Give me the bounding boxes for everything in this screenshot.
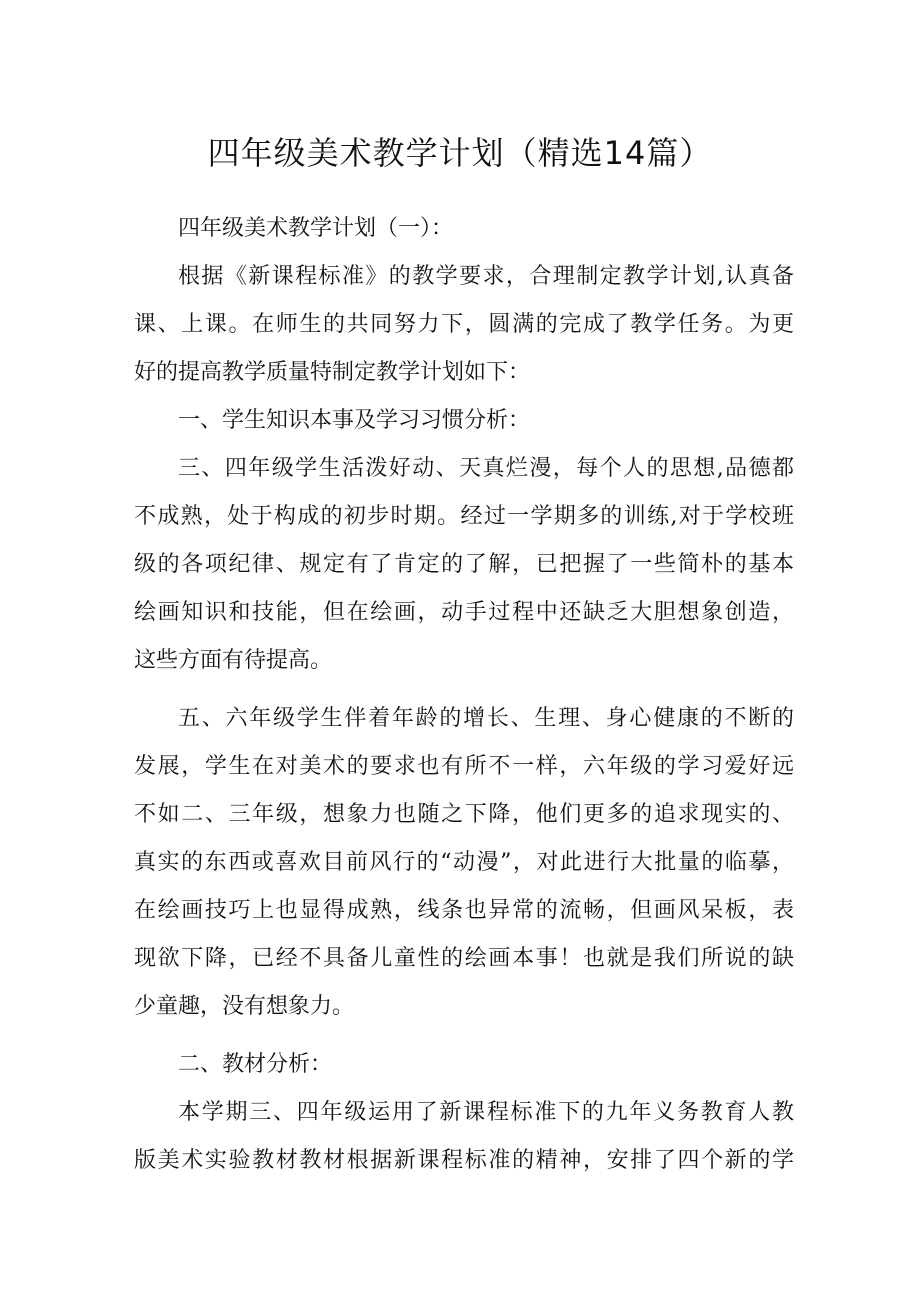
paragraph-line: 五、六年级学生伴着年龄的增长、生理、身心健康的不断的 [178, 706, 794, 731]
document-body [134, 205, 794, 1185]
paragraph-line: 根据《新课程标准》的教学要求，合理制定教学计划,认真备 [178, 264, 794, 289]
paragraph-grade-three-four [134, 445, 794, 685]
paragraph-line: 少童趣，没有想象力。 [134, 994, 355, 1019]
paragraph-line: 现欲下降，已经不具备儿童性的绘画本事！也就是我们所说的缺 [134, 946, 794, 971]
paragraph-line: 课、上课。在师生的共同努力下，圆满的完成了教学任务。为更 [134, 312, 794, 337]
paragraph-line: 不如二、三年级，想象力也随之下降，他们更多的追求现实的、 [134, 802, 794, 827]
document-title: 四年级美术教学计划（精选14篇） [207, 134, 713, 172]
paragraph-line: 三、四年级学生活泼好动、天真烂漫，每个人的思想,品德都 [178, 456, 794, 481]
paragraph-line: 真实的东西或喜欢目前风行的“动漫”，对此进行大批量的临摹， [134, 850, 794, 875]
paragraph-line: 级的各项纪律、规定有了肯定的了解，已把握了一些简朴的基本 [134, 552, 794, 577]
paragraph-line: 不成熟，处于构成的初步时期。经过一学期多的训练,对于学校班 [134, 504, 794, 529]
paragraph-gap [134, 1031, 794, 1041]
paragraph-line: 发展，学生在对美术的要求也有所不一样，六年级的学习爱好远 [134, 754, 794, 779]
paragraph-line: 好的提高教学质量特制定教学计划如下： [134, 360, 531, 385]
paragraph-grade-five-six [134, 695, 794, 1031]
paragraph-line: 本学期三、四年级运用了新课程标准下的九年义务教育人教 [178, 1100, 794, 1125]
paragraph-intro [134, 253, 794, 397]
paragraph-line: 四年级美术教学计划（一）： [178, 216, 454, 241]
paragraph-line: 版美术实验教材教材根据新课程标准的精神，安排了四个新的学 [134, 1148, 794, 1173]
section-heading-student-analysis [134, 397, 794, 445]
paragraph-line: 绘画知识和技能，但在绘画，动手过程中还缺乏大胆想象创造， [134, 600, 794, 625]
paragraph-heading-plan-one [134, 205, 794, 253]
paragraph-textbook [134, 1089, 794, 1185]
paragraph-line: 一、学生知识本事及学习习惯分析： [178, 408, 531, 433]
section-heading-textbook-analysis [134, 1041, 794, 1089]
paragraph-line: 在绘画技巧上也显得成熟，线条也异常的流畅，但画风呆板，表 [134, 898, 794, 923]
paragraph-line: 二、教材分析： [178, 1052, 333, 1077]
paragraph-gap [134, 685, 794, 695]
paragraph-line: 这些方面有待提高。 [134, 648, 333, 673]
